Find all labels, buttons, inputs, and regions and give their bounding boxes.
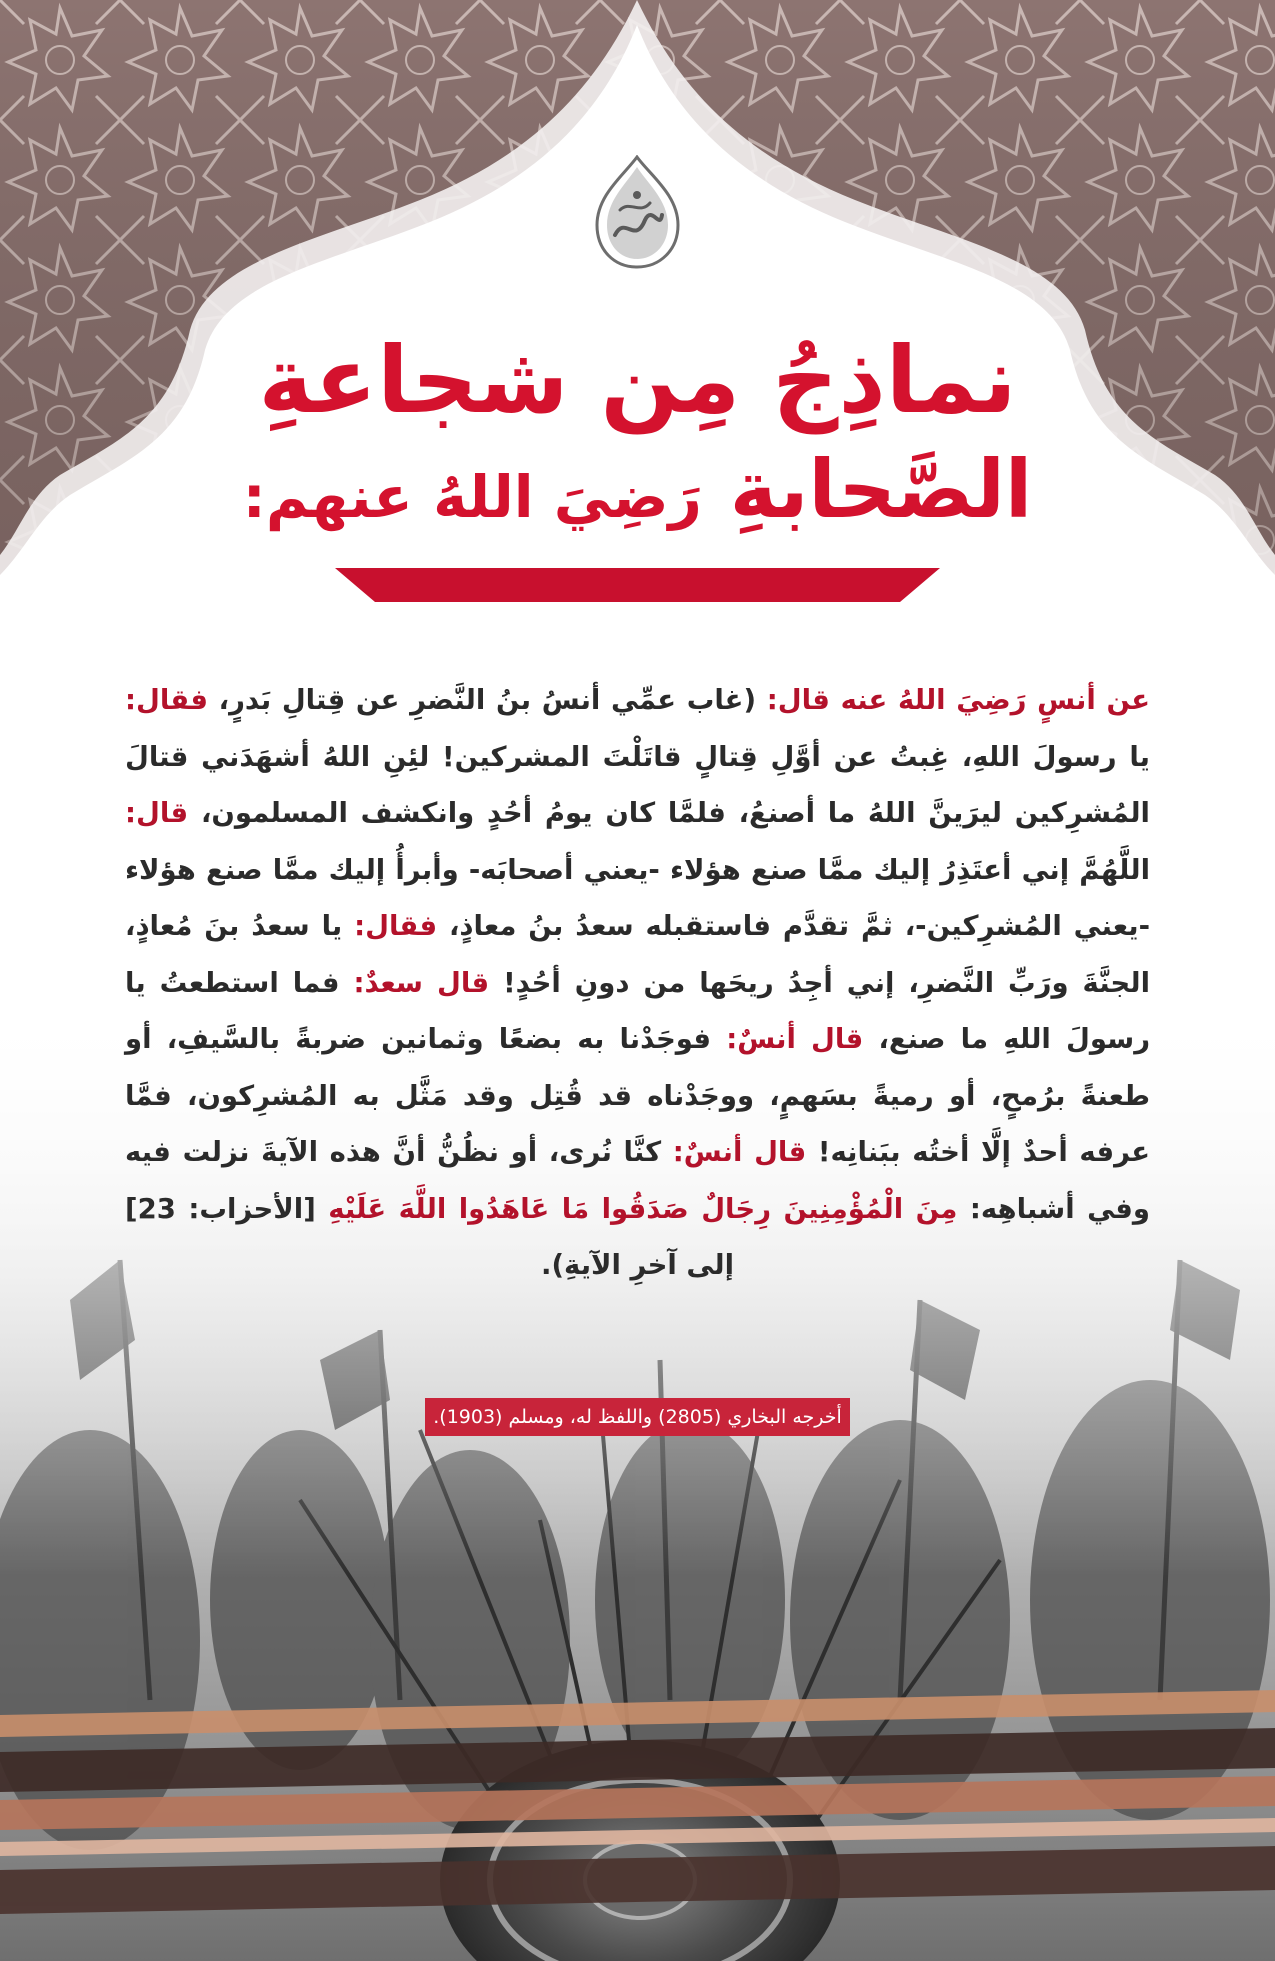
source-badge: أخرجه البخاري (2805) واللفظ له، ومسلم (1903).: [425, 1398, 850, 1436]
title-line-1: نماذِجُ مِن شجاعةِ: [258, 327, 1017, 434]
hadith-part-8: يا سعدُ بنَ مُعاذٍ، الجنَّةَ ورَبِّ النَّضرِ، إني أجِدُ ريحَها من دونِ أحُدٍ!: [125, 910, 1151, 999]
hadith-part-2: (غاب عمِّي أنسُ بنُ النَّضرِ عن قِتالِ بَدرٍ،: [207, 684, 767, 716]
hadith-part-11: قال أنسٌ:: [726, 1023, 864, 1055]
hadith-part-10: فما استطعتُ يا رسولَ اللهِ ما صنع،: [125, 966, 1151, 1055]
title-radiallah: رَضِيَ اللهُ عنهم:: [242, 463, 702, 531]
hadith-part-16: [الأحزاب: 23] إلى آخرِ الآيةِ).: [125, 1192, 734, 1281]
hadith-part-14: كنَّا نُرى، أو نظُنُّ أنَّ هذه الآيةَ نزلت فيه وفي أشباهِه:: [125, 1136, 1150, 1225]
hadith-part-5: قال:: [125, 797, 189, 829]
hadith-part-1: عن أنسٍ رَضِيَ اللهُ عنه قال:: [766, 684, 1150, 716]
hadith-part-13: قال أنسٌ:: [672, 1136, 807, 1168]
hadith-part-9: قال سعدٌ:: [353, 966, 490, 999]
hadith-part-4: يا رسولَ اللهِ، غِبتُ عن أوَّلِ قِتالٍ قاتَلْتَ المشركين! لئِنِ اللهُ أشهَدَني قتالَ المُشرِكين ليرَينَّ اللهُ ما أصنعُ، فلمَّا كان يومُ أحُدٍ وانكشف المسلمون،: [125, 740, 1150, 829]
quran-verse: مِنَ الْمُؤْمِنِينَ رِجَالٌ صَدَقُوا مَا عَاهَدُوا اللَّهَ عَلَيْهِ: [328, 1192, 958, 1225]
hadith-part-7: فقال:: [354, 910, 438, 942]
title-line-2: [0, 443, 1275, 536]
title-sahaba: الصَّحابةِ: [729, 443, 1033, 536]
hadith-text: [125, 672, 1150, 1294]
hadith-part-3: فقال:: [125, 684, 208, 716]
hadith-part-12: فوجَدْنا به بضعًا وثمانين ضربةً بالسَّيفِ، أو طعنةً برُمحٍ، أو رميةً بسَهمٍ، ووجَدْناه قد قُتِل وقد مَثَّل به المُشرِكون، فمَّا عرفه أحدٌ إلَّا أختُه ببَنانِه!: [125, 1023, 1151, 1168]
title-underline-ribbon: [335, 568, 940, 602]
hadith-part-6: اللَّهُمَّ إني أعتَذِرُ إليك ممَّا صنع هؤلاء -يعني أصحابَه- وأبرأُ إليك ممَّا صنع هؤلاء -يعني المُشرِكين-، ثمَّ تقدَّم فاستقبله سعدُ بنُ معاذٍ،: [125, 853, 1150, 942]
calligraphy-logo-icon: [590, 155, 685, 270]
